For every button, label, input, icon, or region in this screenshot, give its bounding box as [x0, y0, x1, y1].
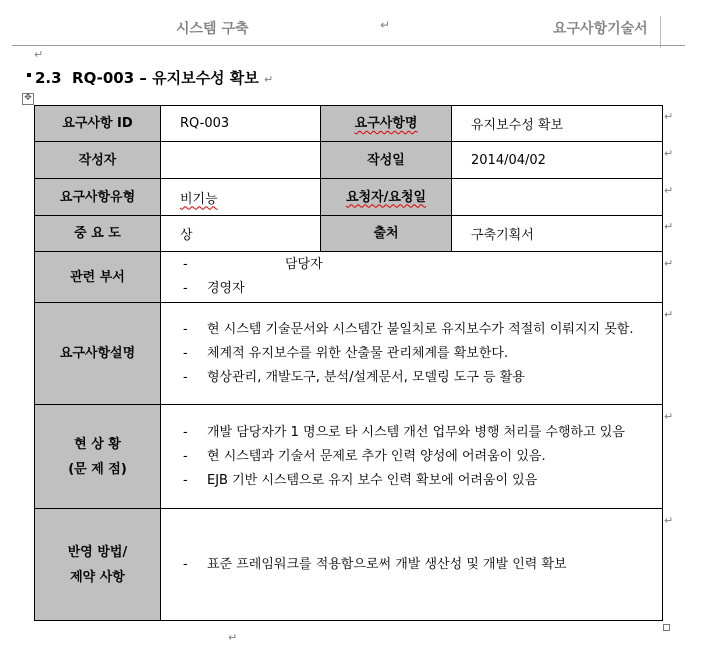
section-heading[interactable]: [27, 67, 273, 88]
list-item: - EJB 기반 시스템으로 유지 보수 인력 확보에 어려움이 있음: [161, 469, 662, 493]
table-row: [35, 509, 663, 621]
header-right-text: 요구사항기술서: [553, 21, 648, 37]
page-header: [0, 0, 711, 50]
method-value-cell[interactable]: [161, 509, 663, 621]
row-end-mark: ↵: [664, 110, 674, 123]
list-item: - 경영자: [161, 277, 662, 301]
desc-value-cell[interactable]: [161, 303, 663, 405]
table-row: [35, 106, 663, 142]
table-row: [35, 216, 663, 252]
list-item: - 현 시스템과 기술서 문제로 추가 인력 양성에 어려움이 있음.: [161, 445, 662, 469]
source-value-cell[interactable]: 구축기획서: [452, 216, 663, 252]
status-label-cell: 현 상 황 (문 제 점): [35, 405, 161, 509]
table-row: [35, 303, 663, 405]
method-label-cell: 반영 방법/ 제약 사항: [35, 509, 161, 621]
requester-label-cell: 요청자/요청일: [321, 179, 452, 216]
req-name-value-cell[interactable]: 유지보수성 확보: [452, 106, 663, 142]
dept-label-cell: 관련 부서: [35, 252, 161, 303]
row-end-mark: ↵: [664, 184, 674, 197]
list-item: - 담당자: [161, 253, 662, 277]
req-id-value-cell[interactable]: RQ-003: [161, 106, 321, 142]
type-value-cell[interactable]: 비기능: [161, 179, 321, 216]
list-item: - 개발 담당자가 1 명으로 타 시스템 개선 업무와 병행 처리를 수행하고 있음: [161, 421, 662, 445]
date-label-cell: 작성일: [321, 142, 452, 179]
paragraph-mark: ↵: [34, 48, 44, 61]
desc-label-cell: 요구사항설명: [35, 303, 161, 405]
list-item: - 현 시스템 기술문서와 시스템간 불일치로 유지보수가 적절히 이뤄지지 못함.: [161, 318, 662, 342]
row-end-mark: ↵: [664, 308, 674, 321]
list-item: - 형상관리, 개발도구, 분석/설계문서, 모델링 도구 등 활용: [161, 366, 662, 390]
list-item: - 체계적 유지보수를 위한 산출물 관리체계를 확보한다.: [161, 342, 662, 366]
header-divider: [660, 16, 661, 48]
paragraph-mark: ↵: [380, 18, 391, 32]
table-resize-handle-icon[interactable]: [663, 624, 670, 631]
table-row: [35, 252, 663, 303]
date-value-cell[interactable]: 2014/04/02: [452, 142, 663, 179]
importance-value-cell[interactable]: 상: [161, 216, 321, 252]
heading-bullet: [27, 73, 31, 77]
requirement-table: [34, 105, 663, 621]
row-end-mark: ↵: [664, 147, 674, 160]
row-end-mark: ↵: [664, 257, 674, 270]
source-label-cell: 출처: [321, 216, 452, 252]
table-move-handle-icon[interactable]: ✥: [22, 93, 34, 105]
table-row: [35, 179, 663, 216]
importance-label-cell: 중 요 도: [35, 216, 161, 252]
section-number: 2.3: [35, 69, 62, 87]
table-row: [35, 142, 663, 179]
req-name-label-cell: 요구사항명: [321, 106, 452, 142]
paragraph-mark: ↵: [263, 73, 274, 86]
author-label-cell: 작성자: [35, 142, 161, 179]
header-rule: [12, 45, 685, 46]
author-value-cell[interactable]: [161, 142, 321, 179]
type-label-cell: 요구사항유형: [35, 179, 161, 216]
requester-value-cell[interactable]: [452, 179, 663, 216]
list-item: - 표준 프레임워크를 적용함으로써 개발 생산성 및 개발 인력 확보: [161, 553, 662, 577]
table-row: [35, 405, 663, 509]
paragraph-mark: ↵: [228, 631, 238, 644]
row-end-mark: ↵: [664, 220, 674, 233]
status-value-cell[interactable]: [161, 405, 663, 509]
req-id-label-cell: 요구사항 ID: [35, 106, 161, 142]
row-end-mark: ↵: [664, 514, 674, 527]
header-left-text: 시스템 구축: [176, 21, 249, 37]
section-title: RQ-003 – 유지보수성 확보: [72, 69, 259, 87]
row-end-mark: ↵: [664, 410, 674, 423]
dept-value-cell[interactable]: [161, 252, 663, 303]
